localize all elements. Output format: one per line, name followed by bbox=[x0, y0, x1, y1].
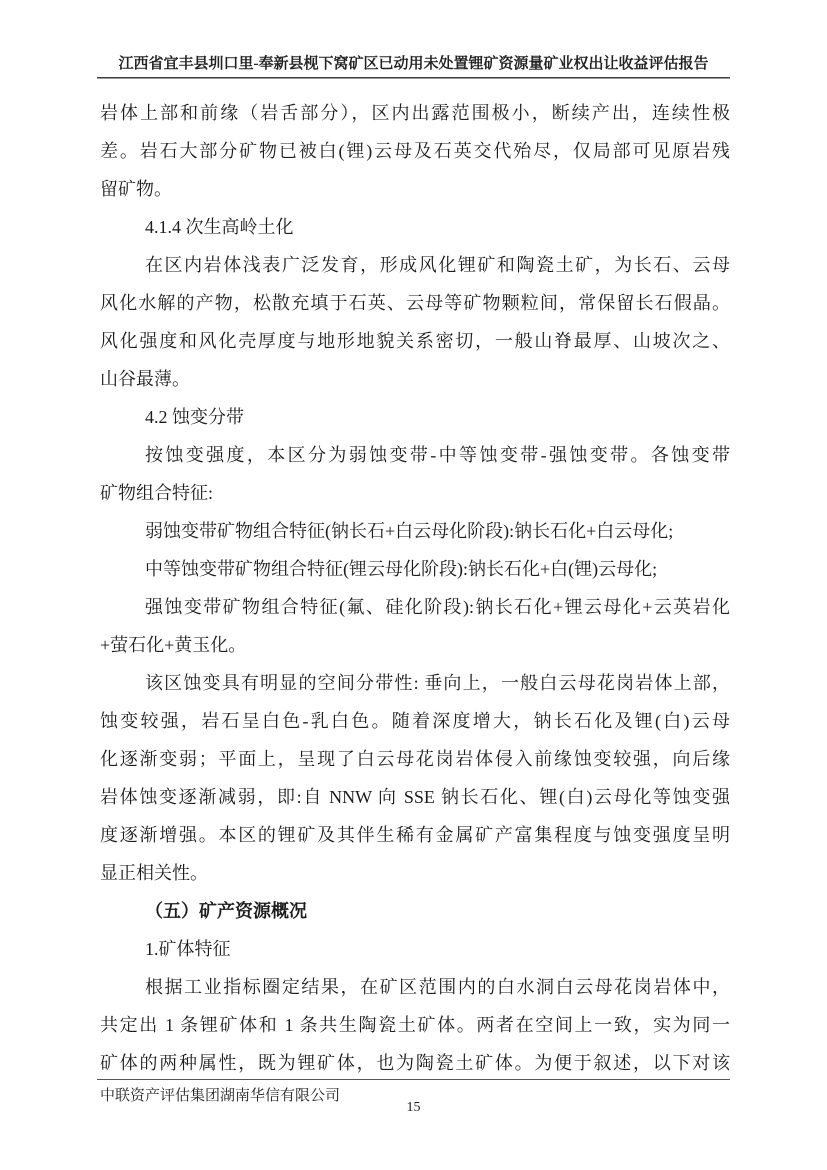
text-line: 1.矿体特征 bbox=[145, 939, 231, 959]
text-line: 差。岩石大部分矿物已被白(锂)云母及石英交代殆尽，仅局部可见原岩残 bbox=[100, 141, 730, 161]
text-line: 矿体的两种属性，既为锂矿体，也为陶瓷土矿体。为便于叙述，以下对该 bbox=[100, 1053, 730, 1073]
text-line: 山谷最薄。 bbox=[100, 369, 190, 389]
text-line: 化逐渐变弱；平面上，呈现了白云母花岗岩体侵入前缘蚀变较强，向后缘 bbox=[100, 749, 730, 769]
text-line: 4.1.4 次生高岭土化 bbox=[145, 217, 294, 237]
page-header-title: 江西省宜丰县圳口里-奉新县枧下窝矿区已动用未处置锂矿资源量矿业权出让收益评估报告 bbox=[118, 56, 709, 72]
text-line: 风化水解的产物，松散充填于石英、云母等矿物颗粒间，常保留长石假晶。 bbox=[100, 293, 730, 313]
text-line: 风化强度和风化壳厚度与地形地貌关系密切，一般山脊最厚、山坡次之、 bbox=[100, 331, 730, 351]
text-line: 弱蚀变带矿物组合特征(钠长石+白云母化阶段):钠长石化+白云母化; bbox=[145, 521, 674, 541]
footer-company-name: 中联资产评估集团湖南华信有限公司 bbox=[100, 1088, 341, 1104]
page-number: 15 bbox=[406, 1100, 421, 1115]
text-line: 岩体上部和前缘（岩舌部分），区内出露范围极小，断续产出，连续性极 bbox=[100, 103, 730, 123]
text-line: 强蚀变带矿物组合特征(氟、硅化阶段):钠长石化+锂云母化+云英岩化 bbox=[145, 597, 730, 617]
text-line: 按蚀变强度，本区分为弱蚀变带-中等蚀变带-强蚀变带。各蚀变带 bbox=[145, 445, 730, 465]
text-line: 矿物组合特征: bbox=[100, 483, 214, 503]
text-line: 留矿物。 bbox=[100, 179, 172, 199]
text-line: 度逐渐增强。本区的锂矿及其伴生稀有金属矿产富集程度与蚀变强度呈明 bbox=[100, 825, 730, 845]
text-line: 在区内岩体浅表广泛发育，形成风化锂矿和陶瓷土矿，为长石、云母 bbox=[145, 255, 730, 275]
text-line: 该区蚀变具有明显的空间分带性: 垂向上，一般白云母花岗岩体上部， bbox=[145, 673, 730, 693]
text-line: 显正相关性。 bbox=[100, 863, 208, 883]
text-line: 中等蚀变带矿物组合特征(锂云母化阶段):钠长石化+白(锂)云母化; bbox=[145, 559, 658, 579]
text-line: +萤石化+黄玉化。 bbox=[100, 635, 247, 655]
footer-divider bbox=[97, 1079, 730, 1080]
text-line: 共定出 1 条锂矿体和 1 条共生陶瓷土矿体。两者在空间上一致，实为同一 bbox=[100, 1015, 730, 1035]
text-line: 岩体蚀变逐渐减弱，即:自 NNW 向 SSE 钠长石化、锂(白)云母化等蚀变强 bbox=[100, 787, 730, 807]
text-line: 4.2 蚀变分带 bbox=[145, 407, 244, 427]
document-body bbox=[100, 94, 730, 1082]
text-line: （五）矿产资源概况 bbox=[145, 901, 307, 921]
text-line: 根据工业指标圈定结果，在矿区范围内的白水洞白云母花岗岩体中， bbox=[145, 977, 730, 997]
header-divider bbox=[97, 77, 730, 79]
text-line: 蚀变较强，岩石呈白色-乳白色。随着深度增大，钠长石化及锂(白)云母 bbox=[100, 711, 730, 731]
